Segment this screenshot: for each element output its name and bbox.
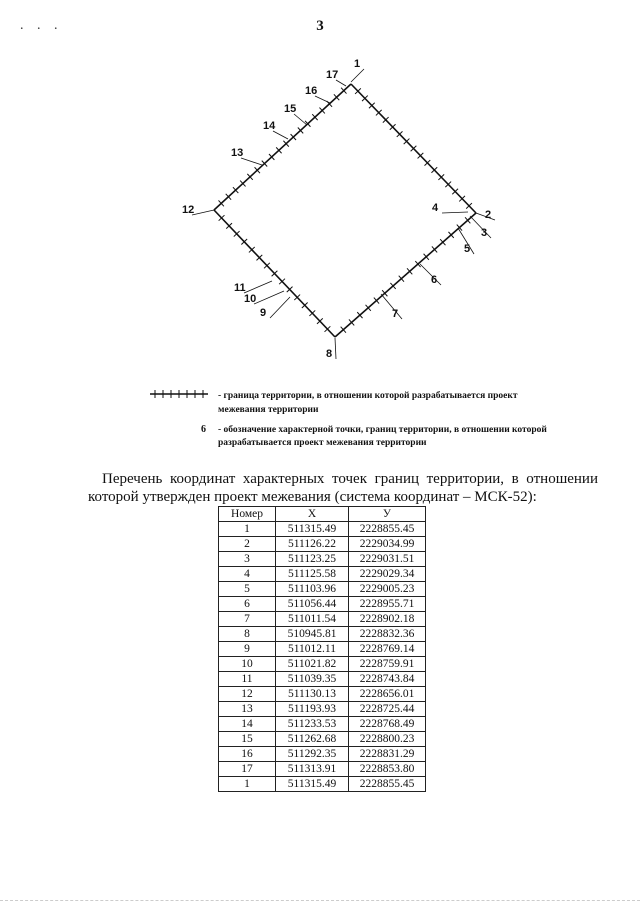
page-bottom-edge	[0, 900, 640, 901]
cell-y: 2228832.36	[349, 627, 426, 642]
cell-x: 511313.91	[276, 762, 349, 777]
point-label: 5	[464, 243, 471, 255]
cell-number: 7	[219, 612, 276, 627]
table-row	[219, 582, 426, 597]
point-label: 10	[244, 293, 257, 305]
table-row	[219, 597, 426, 612]
cell-y: 2229005.23	[349, 582, 426, 597]
point-label: 2	[485, 209, 492, 221]
point-label: 4	[432, 202, 439, 214]
point-label: 14	[263, 120, 276, 132]
legend-boundary-symbol	[150, 389, 212, 401]
point-label: 3	[481, 227, 488, 239]
table-header-row	[219, 507, 426, 522]
cell-number: 4	[219, 567, 276, 582]
cell-number: 15	[219, 732, 276, 747]
coordinates-table	[218, 506, 426, 792]
cell-x: 511315.49	[276, 777, 349, 792]
leader-line	[270, 297, 290, 318]
cell-number: 9	[219, 642, 276, 657]
boundary-diagram	[0, 0, 640, 380]
cell-number: 1	[219, 522, 276, 537]
point-label: 1	[354, 58, 361, 70]
corner-marks: . . .	[20, 18, 63, 33]
cell-x: 511292.35	[276, 747, 349, 762]
cell-x: 511056.44	[276, 597, 349, 612]
page-number: 3	[316, 18, 324, 34]
point-label: 17	[326, 69, 339, 81]
leader-line	[442, 212, 468, 213]
cell-x: 511125.58	[276, 567, 349, 582]
leader-line	[192, 210, 214, 215]
cell-number: 6	[219, 597, 276, 612]
cell-x: 511021.82	[276, 657, 349, 672]
cell-x: 511262.68	[276, 732, 349, 747]
cell-number: 8	[219, 627, 276, 642]
cell-x: 511233.53	[276, 717, 349, 732]
cell-number: 17	[219, 762, 276, 777]
cell-number: 1	[219, 777, 276, 792]
cell-x: 510945.81	[276, 627, 349, 642]
point-label: 16	[305, 85, 318, 97]
leader-line	[335, 338, 336, 359]
table-row	[219, 687, 426, 702]
point-label: 6	[431, 274, 438, 286]
point-labels	[182, 58, 491, 360]
cell-number: 10	[219, 657, 276, 672]
header-number: Номер	[219, 507, 276, 522]
point-label: 7	[392, 308, 399, 320]
cell-y: 2228902.18	[349, 612, 426, 627]
cell-x: 511039.35	[276, 672, 349, 687]
table-row	[219, 732, 426, 747]
point-label: 11	[234, 282, 246, 294]
cell-x: 511012.11	[276, 642, 349, 657]
point-label: 15	[284, 103, 297, 115]
table-row	[219, 612, 426, 627]
point-label: 8	[326, 348, 333, 360]
cell-y: 2228769.14	[349, 642, 426, 657]
leader-line	[254, 291, 284, 304]
cell-y: 2228725.44	[349, 702, 426, 717]
cell-y: 2228759.91	[349, 657, 426, 672]
table-row	[219, 747, 426, 762]
cell-y: 2228656.01	[349, 687, 426, 702]
cell-number: 11	[219, 672, 276, 687]
coordinates-intro-text: Перечень координат характерных точек границ территории, в отношении которой утвержден проект межевания (система координат – МСК-52):	[88, 471, 598, 505]
cell-x: 511315.49	[276, 522, 349, 537]
table-row	[219, 762, 426, 777]
cell-number: 13	[219, 702, 276, 717]
table-row	[219, 702, 426, 717]
cell-y: 2228853.80	[349, 762, 426, 777]
legend-boundary-text: - граница территории, в отношении которой разрабатывается проект межевания территории	[218, 391, 518, 415]
cell-y: 2228955.71	[349, 597, 426, 612]
point-label: 13	[231, 147, 244, 159]
point-label: 9	[260, 307, 267, 319]
header-x: X	[276, 507, 349, 522]
cell-y: 2228800.23	[349, 732, 426, 747]
cell-x: 511193.93	[276, 702, 349, 717]
leader-line	[351, 69, 364, 82]
table-row	[219, 522, 426, 537]
legend-point-text: - обозначение характерной точки, границ территории, в отношении которой разрабатывается проект межевания территории	[218, 425, 547, 448]
cell-number: 3	[219, 552, 276, 567]
cell-x: 511011.54	[276, 612, 349, 627]
leader-line	[294, 114, 307, 125]
table-row	[219, 672, 426, 687]
cell-number: 12	[219, 687, 276, 702]
cell-number: 14	[219, 717, 276, 732]
cell-y: 2229034.99	[349, 537, 426, 552]
table-row	[219, 717, 426, 732]
cell-y: 2229031.51	[349, 552, 426, 567]
cell-y: 2228855.45	[349, 522, 426, 537]
cell-number: 16	[219, 747, 276, 762]
leader-line	[244, 281, 272, 293]
cell-number: 2	[219, 537, 276, 552]
table-row	[219, 567, 426, 582]
table-row	[219, 777, 426, 792]
table-row	[219, 537, 426, 552]
table-row	[219, 552, 426, 567]
cell-y: 2228768.49	[349, 717, 426, 732]
cell-y: 2228855.45	[349, 777, 426, 792]
legend-point-example: 6	[201, 424, 206, 435]
cell-y: 2228831.29	[349, 747, 426, 762]
table-row	[219, 657, 426, 672]
cell-number: 5	[219, 582, 276, 597]
cell-x: 511123.25	[276, 552, 349, 567]
point-leader-lines	[192, 69, 495, 359]
table-row	[219, 627, 426, 642]
cell-x: 511130.13	[276, 687, 349, 702]
cell-x: 511103.96	[276, 582, 349, 597]
leader-line	[241, 158, 262, 165]
cell-x: 511126.22	[276, 537, 349, 552]
leader-line	[315, 96, 330, 103]
header-y: У	[349, 507, 426, 522]
cell-y: 2228743.84	[349, 672, 426, 687]
leader-line	[273, 131, 288, 139]
table-row	[219, 642, 426, 657]
cell-y: 2229029.34	[349, 567, 426, 582]
point-label: 12	[182, 204, 195, 216]
